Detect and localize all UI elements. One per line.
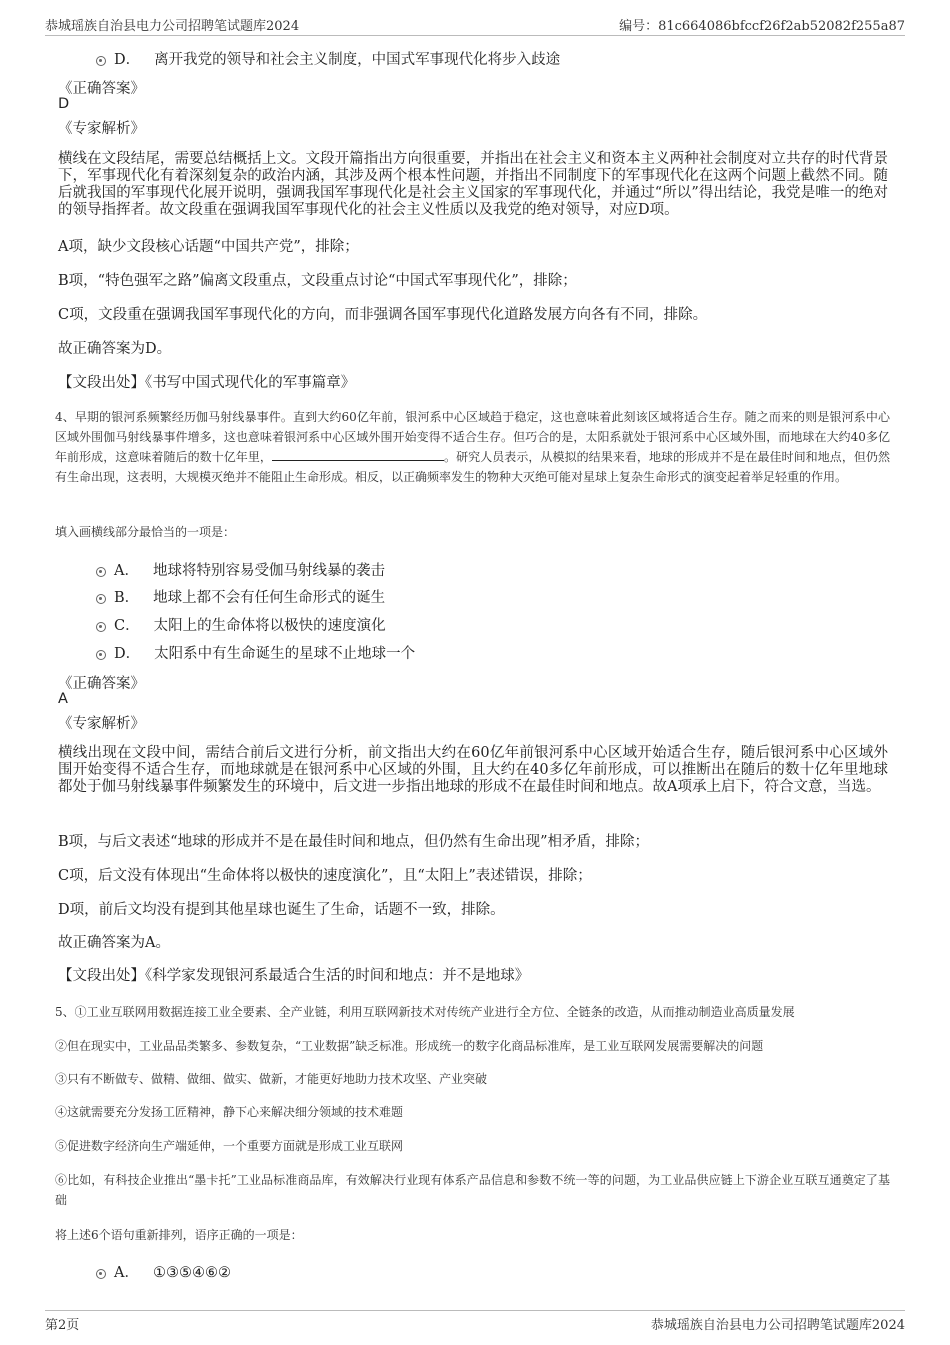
radio-icon[interactable]	[96, 567, 106, 577]
q4-analysis-label: 《专家解析》	[58, 716, 145, 732]
q3-answer-label: 《正确答案》	[58, 81, 145, 97]
q4-option-c[interactable]: C． 太阳上的生命体将以极快的速度演化	[96, 614, 386, 635]
q5-sentence-4: ④这就需要充分发扬工匠精神，静下心来解决细分领域的技术难题	[55, 1105, 404, 1119]
q5-sentence-5: ⑤促进数字经济向生产端延伸，一个重要方面就是形成工业互联网	[55, 1139, 404, 1153]
header-code: 编号：81c664086bfccf26f2ab52082f255a87	[619, 19, 905, 34]
q4-option-b[interactable]: B． 地球上都不会有任何生命形式的诞生	[96, 586, 385, 607]
page-footer	[45, 1310, 905, 1335]
q4-analysis-p4: D项，前后文均没有提到其他星球也诞生了生命，话题不一致，排除。	[58, 902, 505, 918]
q5-sentence-2: ②但在现实中，工业品品类繁多、参数复杂，“工业数据”缺乏标准。形成统一的数字化商品标准库，是工业互联网发展需要解决的问题	[55, 1039, 764, 1053]
q3-analysis-p2: A项，缺少文段核心话题“中国共产党”，排除；	[58, 239, 359, 255]
q4-analysis-p3: C项，后文没有体现出“生命体将以极快的速度演化”，且“太阳上”表述错误，排除；	[58, 868, 592, 884]
q4-question-text: 4、早期的银河系频繁经历伽马射线暴事件。直到大约60亿年前，银河系中心区域趋于稳定，这也意味着此刻该区域将适合生存。随之而来的则是银河系中心区域外围伽马射线暴事件增多，这也意味着银河系中心区域外围开始变得不适合生存。但巧合的是，太阳系就处于银河系中心区域外围，而地球在大约40多亿年前形成，这意味着随后的数十亿年里， 。研究人员表示，从模拟的结果来看，地球的形成并不是在最佳时间和地点，但仍然有生命出现，这表明，大规模灭绝并不能阻止生命形成。相反，以正确频率发生的物种大灭绝可能对星球上复杂生命形式的演变起着举足轻重的作用。	[55, 410, 890, 484]
q3-option-d[interactable]: D． 离开我党的领导和社会主义制度，中国式军事现代化将步入歧途	[96, 48, 560, 69]
q3-analysis-label: 《专家解析》	[58, 121, 145, 137]
radio-icon[interactable]	[96, 56, 106, 66]
q3-analysis-p4: C项，文段重在强调我国军事现代化的方向，而非强调各国军事现代化道路发展方向各有不同，排除。	[58, 307, 708, 323]
q5-option-a[interactable]: A． ①③⑤④⑥②	[96, 1261, 231, 1282]
q4-answer: A	[58, 691, 68, 707]
q4-answer-label: 《正确答案》	[58, 676, 145, 692]
q5-prompt: 将上述6个语句重新排列，语序正确的一项是：	[55, 1228, 303, 1242]
footer-title: 恭城瑶族自治县电力公司招聘笔试题库2024	[650, 1318, 905, 1333]
radio-icon[interactable]	[96, 622, 106, 632]
q4-source: 【文段出处】《科学家发现银河系最适合生活的时间和地点：并不是地球》	[58, 968, 530, 984]
q4-prompt: 填入画横线部分最恰当的一项是：	[55, 525, 236, 539]
q4-analysis-p5: 故正确答案为A。	[58, 935, 170, 951]
page-number: 第2页	[45, 1318, 80, 1333]
q5-sentence-6: ⑥比如，有科技企业推出“墨卡托”工业品标准商品库，有效解决行业现有体系产品信息和参数不统一等的问题，为工业品供应链上下游企业互联互通奠定了基础	[55, 1173, 890, 1207]
page-header	[45, 13, 905, 36]
q4-option-a[interactable]: A． 地球将特别容易受伽马射线暴的袭击	[96, 559, 385, 580]
q5-sentence-1: 5、①工业互联网用数据连接工业全要素、全产业链，利用互联网新技术对传统产业进行全方位、全链条的改造，从而推动制造业高质量发展	[55, 1005, 795, 1019]
q4-analysis-p2: B项，与后文表述“地球的形成并不是在最佳时间和地点，但仍然有生命出现”相矛盾，排除；	[58, 834, 649, 850]
q3-analysis-p5: 故正确答案为D。	[58, 341, 172, 357]
q4-analysis-p1: 横线出现在文段中间，需结合前后文进行分析，前文指出大约在60亿年前银河系中心区域开始适合生存，随后银河系中心区域外围开始变得不适合生存，而地球就是在银河系中心区域的外围，且大约在40多亿年前形成，可以推断出在随后的数十亿年里地球都处于伽马射线暴事件频繁发生的环境中，后文进一步指出地球的形成不在最佳时间和地点。故A项承上启下，符合文意，当选。	[58, 745, 888, 795]
radio-icon[interactable]	[96, 1269, 106, 1279]
q4-option-d[interactable]: D． 太阳系中有生命诞生的星球不止地球一个	[96, 642, 415, 663]
fill-blank	[272, 448, 444, 461]
header-title: 恭城瑶族自治县电力公司招聘笔试题库2024	[45, 19, 300, 34]
radio-icon[interactable]	[96, 650, 106, 660]
q3-analysis-p3: B项，“特色强军之路”偏离文段重点，文段重点讨论“中国式军事现代化”，排除；	[58, 273, 577, 289]
q5-sentence-3: ③只有不断做专、做精、做细、做实、做新，才能更好地助力技术攻坚、产业突破	[55, 1072, 488, 1086]
radio-icon[interactable]	[96, 594, 106, 604]
q3-analysis-p1: 横线在文段结尾，需要总结概括上文。文段开篇指出方向很重要，并指出在社会主义和资本主义两种社会制度对立共存的时代背景下，军事现代化有着深刻复杂的政治内涵，其涉及两个根本性问题，并指出不同制度下的军事现代化在这两个问题上截然不同。随后就我国的军事现代化展开说明，强调我国军事现代化是社会主义国家的军事现代化，并通过“所以”得出结论，我党是唯一的绝对的领导指挥者。故文段重在强调我国军事现代化的社会主义性质以及我党的绝对领导，对应D项。	[58, 151, 888, 218]
q3-answer: D	[58, 96, 70, 112]
q3-source: 【文段出处】《书写中国式现代化的军事篇章》	[58, 375, 356, 391]
